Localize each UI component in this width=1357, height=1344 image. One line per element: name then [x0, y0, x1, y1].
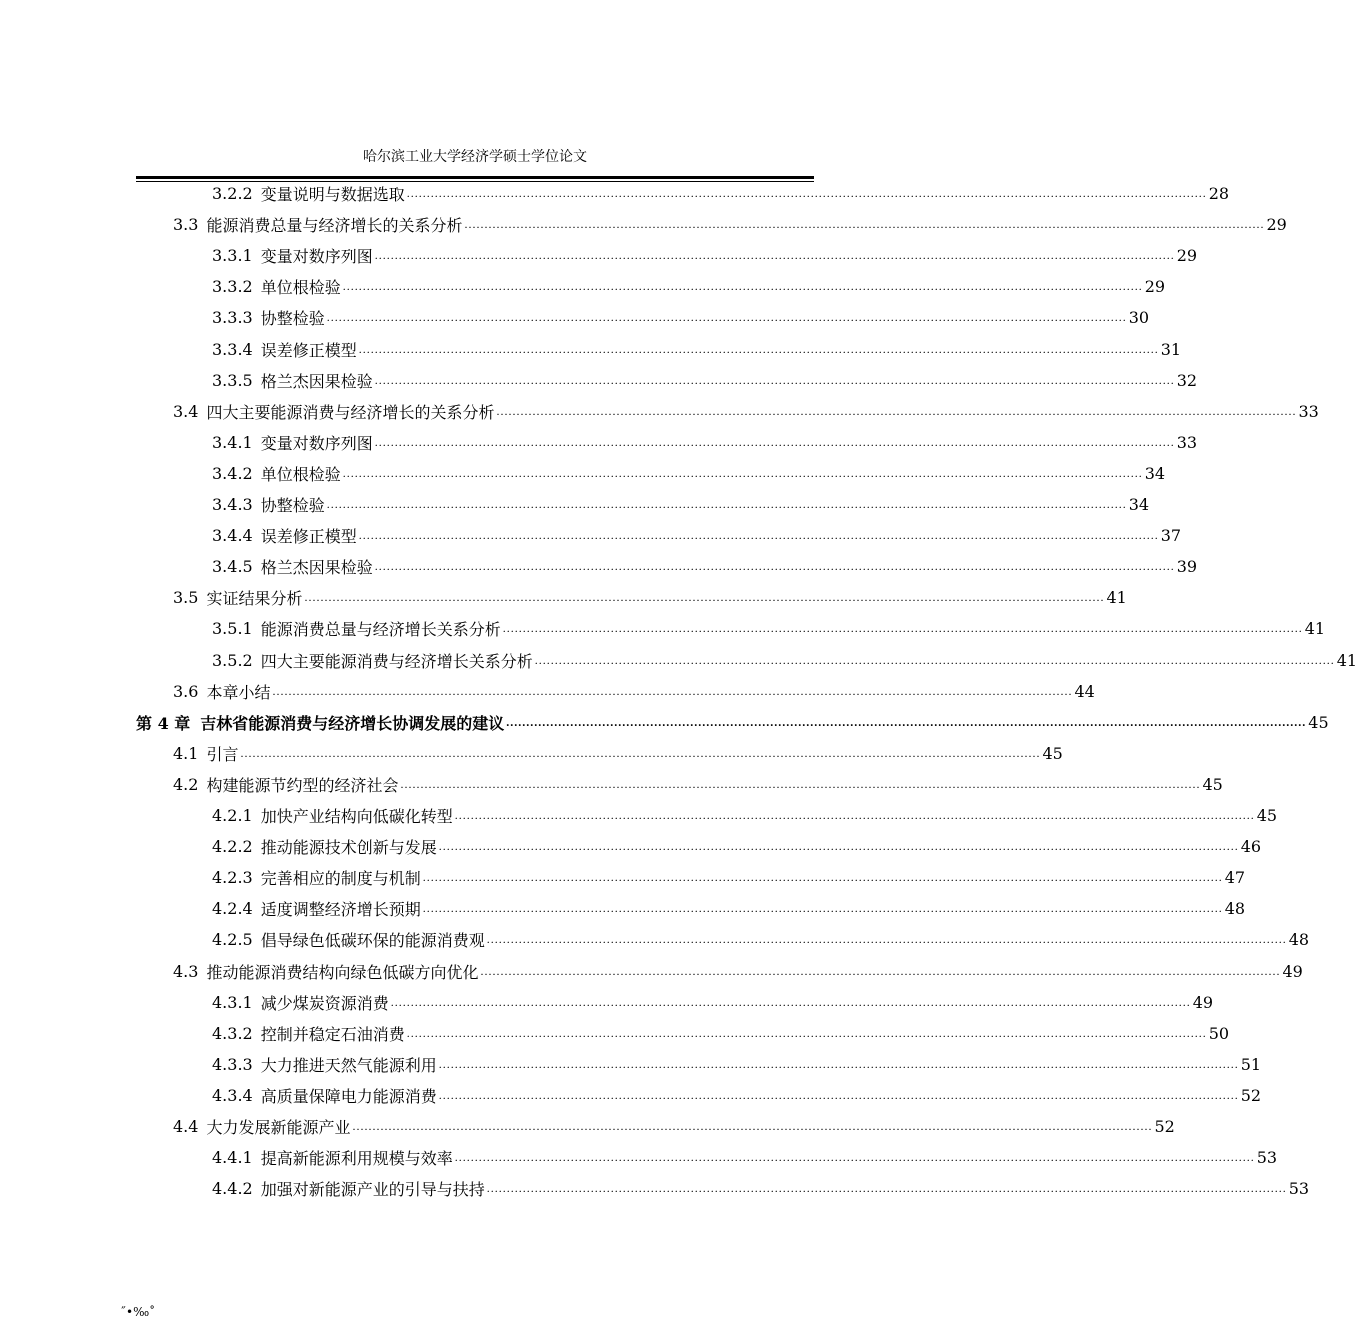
toc-entry-title: 单位根检验 — [260, 278, 341, 297]
toc-entry-title: 实证结果分析 — [206, 589, 303, 608]
toc-entry[interactable] — [173, 956, 1303, 987]
toc-entry-number: 3.4.1 — [212, 433, 253, 452]
toc-dot-leader: ........................................................................................................................................................................................................ — [438, 1088, 1239, 1102]
toc-entry-number: 4.3.4 — [212, 1086, 253, 1105]
toc-entry-title: 变量说明与数据选取 — [260, 185, 405, 204]
toc-entry-number: 3.4.4 — [212, 526, 253, 545]
toc-entry[interactable] — [212, 178, 1230, 209]
toc-entry[interactable] — [173, 676, 1095, 707]
toc-entry-title: 格兰杰因果检验 — [260, 558, 373, 577]
toc-entry-number: 3.5.1 — [212, 619, 253, 638]
toc-entry[interactable] — [212, 800, 1278, 831]
toc-entry-title: 加快产业结构向低碳化转型 — [260, 807, 453, 826]
toc-dot-leader: ........................................................................................................................................................................................................ — [358, 528, 1159, 542]
toc-entry-number: 3.3.5 — [212, 371, 253, 390]
toc-dot-leader: ........................................................................................................................................................................................................ — [464, 217, 1265, 231]
toc-entry-number: 4.2.1 — [212, 806, 253, 825]
toc-entry[interactable] — [212, 1173, 1310, 1204]
toc-entry-number: 3.4.2 — [212, 464, 253, 483]
toc-entry-page: 28 — [1208, 184, 1230, 203]
toc-dot-leader: ........................................................................................................................................................................................................ — [374, 435, 1175, 449]
toc-entry-page: 37 — [1160, 526, 1182, 545]
toc-entry-page: 44 — [1074, 682, 1095, 701]
toc-dot-leader: ........................................................................................................................................................................................................ — [406, 186, 1207, 200]
toc-entry-number: 4.3.2 — [212, 1024, 253, 1043]
toc-dot-leader: ........................................................................................................................................................................................................ — [422, 901, 1223, 915]
toc-entry[interactable] — [212, 893, 1246, 924]
toc-entry[interactable] — [212, 334, 1182, 365]
toc-entry-page: 48 — [1288, 930, 1310, 949]
toc-entry-title: 高质量保障电力能源消费 — [260, 1087, 437, 1106]
toc-dot-leader: ........................................................................................................................................................................................................ — [400, 777, 1201, 791]
toc-dot-leader: ........................................................................................................................................................................................................ — [326, 497, 1127, 511]
toc-entry-title: 误差修正模型 — [260, 527, 357, 546]
toc-entry-title: 加强对新能源产业的引导与扶持 — [260, 1180, 485, 1199]
toc-dot-leader: ........................................................................................................................................................................................................ — [342, 279, 1143, 293]
toc-entry-title: 推动能源技术创新与发展 — [260, 838, 437, 857]
toc-entry[interactable] — [212, 862, 1246, 893]
toc-entry[interactable] — [212, 1080, 1262, 1111]
toc-entry[interactable] — [212, 1018, 1230, 1049]
toc-entry-page: 30 — [1128, 308, 1150, 327]
toc-entry-number: 4.3.3 — [212, 1055, 253, 1074]
toc-entry-title: 推动能源消费结构向绿色低碳方向优化 — [206, 963, 479, 982]
toc-entry-title: 能源消费总量与经济增长关系分析 — [260, 620, 501, 639]
toc-entry-page: 45 — [1256, 806, 1278, 825]
toc-entry[interactable] — [212, 489, 1150, 520]
toc-entry-page: 41 — [1336, 651, 1357, 670]
toc-entry-page: 29 — [1144, 277, 1166, 296]
toc-entry-page: 39 — [1176, 557, 1198, 576]
toc-entry-number: 3.5 — [173, 588, 199, 607]
toc-dot-leader: ........................................................................................................................................................................................................ — [422, 870, 1223, 884]
toc-entry-number: 3.4.3 — [212, 495, 253, 514]
toc-entry-title: 四大主要能源消费与经济增长的关系分析 — [206, 403, 495, 422]
toc-entry-page: 46 — [1240, 837, 1262, 856]
toc-entry-number: 3.3.1 — [212, 246, 253, 265]
toc-dot-leader: ........................................................................................................................................................................................................ — [240, 746, 1041, 760]
page-footer-mark: ˝•‰˚ — [120, 1305, 156, 1319]
toc-entry[interactable] — [212, 831, 1262, 862]
toc-entry-number: 3.3 — [173, 215, 199, 234]
toc-entry-title: 大力发展新能源产业 — [206, 1118, 351, 1137]
toc-entry-number: 3.2.2 — [212, 184, 253, 203]
toc-entry[interactable] — [173, 582, 1127, 613]
toc-dot-leader: ........................................................................................................................................................................................................ — [438, 1057, 1239, 1071]
toc-entry-page: 41 — [1106, 588, 1127, 607]
toc-dot-leader: ........................................................................................................................................................................................................ — [342, 466, 1143, 480]
toc-entry[interactable] — [212, 645, 1357, 676]
toc-entry-page: 34 — [1128, 495, 1150, 514]
toc-dot-leader: ........................................................................................................................................................................................................ — [390, 995, 1191, 1009]
toc-dot-leader: ........................................................................................................................................................................................................ — [272, 684, 1073, 698]
toc-entry-number: 3.4.5 — [212, 557, 253, 576]
toc-entry-title: 提高新能源利用规模与效率 — [260, 1149, 453, 1168]
toc-entry[interactable] — [212, 427, 1198, 458]
toc-entry-page: 32 — [1176, 371, 1198, 390]
toc-entry-page: 33 — [1298, 402, 1319, 421]
toc-entry[interactable] — [173, 396, 1319, 427]
toc-entry-title: 适度调整经济增长预期 — [260, 900, 421, 919]
toc-entry-title: 格兰杰因果检验 — [260, 372, 373, 391]
toc-dot-leader: ........................................................................................................................................................................................................ — [506, 715, 1307, 729]
toc-entry[interactable] — [212, 520, 1182, 551]
toc-dot-leader: ........................................................................................................................................................................................................ — [374, 373, 1175, 387]
toc-entry[interactable] — [212, 240, 1198, 271]
toc-dot-leader: ........................................................................................................................................................................................................ — [438, 839, 1239, 853]
toc-entry[interactable] — [212, 613, 1326, 644]
toc-entry[interactable] — [212, 302, 1150, 333]
toc-entry-page: 34 — [1144, 464, 1166, 483]
toc-entry-title: 引言 — [206, 745, 239, 764]
toc-dot-leader: ........................................................................................................................................................................................................ — [496, 404, 1297, 418]
toc-entry-page: 29 — [1176, 246, 1198, 265]
toc-entry-page: 47 — [1224, 868, 1246, 887]
toc-entry[interactable] — [212, 1142, 1278, 1173]
toc-entry-number: 4.3 — [173, 962, 199, 981]
toc-entry-page: 53 — [1288, 1179, 1310, 1198]
toc-entry-title: 四大主要能源消费与经济增长关系分析 — [260, 652, 533, 671]
toc-entry-page: 48 — [1224, 899, 1246, 918]
toc-dot-leader: ........................................................................................................................................................................................................ — [486, 1181, 1287, 1195]
toc-dot-leader: ........................................................................................................................................................................................................ — [352, 1119, 1153, 1133]
toc-entry-title: 能源消费总量与经济增长的关系分析 — [206, 216, 463, 235]
toc-entry-page: 52 — [1154, 1117, 1175, 1136]
toc-entry-title: 吉林省能源消费与经济增长协调发展的建议 — [200, 714, 505, 733]
toc-entry[interactable] — [212, 458, 1166, 489]
toc-entry-page: 52 — [1240, 1086, 1262, 1105]
toc-entry[interactable] — [173, 209, 1287, 240]
toc-entry[interactable] — [173, 738, 1063, 769]
toc-entry-page: 51 — [1240, 1055, 1262, 1074]
toc-entry[interactable] — [173, 1111, 1175, 1142]
toc-entry[interactable] — [212, 365, 1198, 396]
toc-entry-title: 变量对数序列图 — [260, 247, 373, 266]
toc-entry-title: 协整检验 — [260, 496, 325, 515]
toc-entry-number: 第 4 章 — [136, 714, 191, 733]
toc-entry-number: 4.1 — [173, 744, 199, 763]
toc-entry[interactable] — [212, 271, 1166, 302]
toc-entry-number: 4.4 — [173, 1117, 199, 1136]
toc-entry-number: 4.4.2 — [212, 1179, 253, 1198]
toc-entry-title: 误差修正模型 — [260, 341, 357, 360]
toc-entry-number: 4.3.1 — [212, 993, 253, 1012]
toc-entry-title: 完善相应的制度与机制 — [260, 869, 421, 888]
toc-dot-leader: ........................................................................................................................................................................................................ — [480, 964, 1281, 978]
toc-entry-number: 4.2.2 — [212, 837, 253, 856]
toc-entry-title: 控制并稳定石油消费 — [260, 1025, 405, 1044]
toc-entry-number: 4.2.3 — [212, 868, 253, 887]
toc-dot-leader: ........................................................................................................................................................................................................ — [374, 559, 1175, 573]
toc-entry-number: 3.6 — [173, 682, 199, 701]
toc-entry-number: 3.4 — [173, 402, 199, 421]
toc-dot-leader: ........................................................................................................................................................................................................ — [326, 310, 1127, 324]
toc-dot-leader: ........................................................................................................................................................................................................ — [358, 342, 1159, 356]
toc-entry-title: 大力推进天然气能源利用 — [260, 1056, 437, 1075]
toc-entry-number: 3.3.2 — [212, 277, 253, 296]
toc-dot-leader: ........................................................................................................................................................................................................ — [502, 621, 1303, 635]
toc-entry-page: 49 — [1192, 993, 1214, 1012]
toc-dot-leader: ........................................................................................................................................................................................................ — [486, 932, 1287, 946]
toc-entry-page: 53 — [1256, 1148, 1278, 1167]
toc-entry[interactable] — [212, 551, 1198, 582]
toc-entry-title: 协整检验 — [260, 309, 325, 328]
toc-entry-title: 倡导绿色低碳环保的能源消费观 — [260, 931, 485, 950]
toc-entry-number: 4.4.1 — [212, 1148, 253, 1167]
toc-dot-leader: ........................................................................................................................................................................................................ — [374, 248, 1175, 262]
toc-dot-leader: ........................................................................................................................................................................................................ — [406, 1026, 1207, 1040]
toc-entry[interactable] — [212, 1049, 1262, 1080]
toc-dot-leader: ........................................................................................................................................................................................................ — [454, 1150, 1255, 1164]
toc-entry-title: 构建能源节约型的经济社会 — [206, 776, 399, 795]
toc-dot-leader: ........................................................................................................................................................................................................ — [534, 653, 1335, 667]
toc-entry-title: 单位根检验 — [260, 465, 341, 484]
toc-entry-page: 45 — [1202, 775, 1223, 794]
toc-entry-number: 3.3.3 — [212, 308, 253, 327]
toc-entry-number: 4.2.5 — [212, 930, 253, 949]
toc-entry-title: 变量对数序列图 — [260, 434, 373, 453]
toc-entry-page: 49 — [1282, 962, 1303, 981]
toc-entry-number: 4.2.4 — [212, 899, 253, 918]
toc-entry-number: 3.3.4 — [212, 340, 253, 359]
page-header-title: 哈尔滨工业大学经济学硕士学位论文 — [363, 149, 587, 165]
toc-chapter-entry[interactable] — [136, 707, 1329, 738]
toc-entry[interactable] — [212, 987, 1214, 1018]
toc-entry-page: 31 — [1160, 340, 1182, 359]
toc-entry-number: 4.2 — [173, 775, 199, 794]
toc-entry-page: 41 — [1304, 619, 1326, 638]
toc-dot-leader: ........................................................................................................................................................................................................ — [454, 808, 1255, 822]
toc-entry-page: 29 — [1266, 215, 1287, 234]
toc-entry-title: 减少煤炭资源消费 — [260, 994, 389, 1013]
toc-entry-title: 本章小结 — [206, 683, 271, 702]
toc-entry[interactable] — [173, 769, 1223, 800]
toc-entry-page: 33 — [1176, 433, 1198, 452]
toc-entry[interactable] — [212, 924, 1310, 955]
toc-entry-page: 50 — [1208, 1024, 1230, 1043]
toc-entry-page: 45 — [1308, 713, 1329, 732]
toc-dot-leader: ........................................................................................................................................................................................................ — [304, 590, 1105, 604]
toc-entry-number: 3.5.2 — [212, 651, 253, 670]
toc-entry-page: 45 — [1042, 744, 1063, 763]
